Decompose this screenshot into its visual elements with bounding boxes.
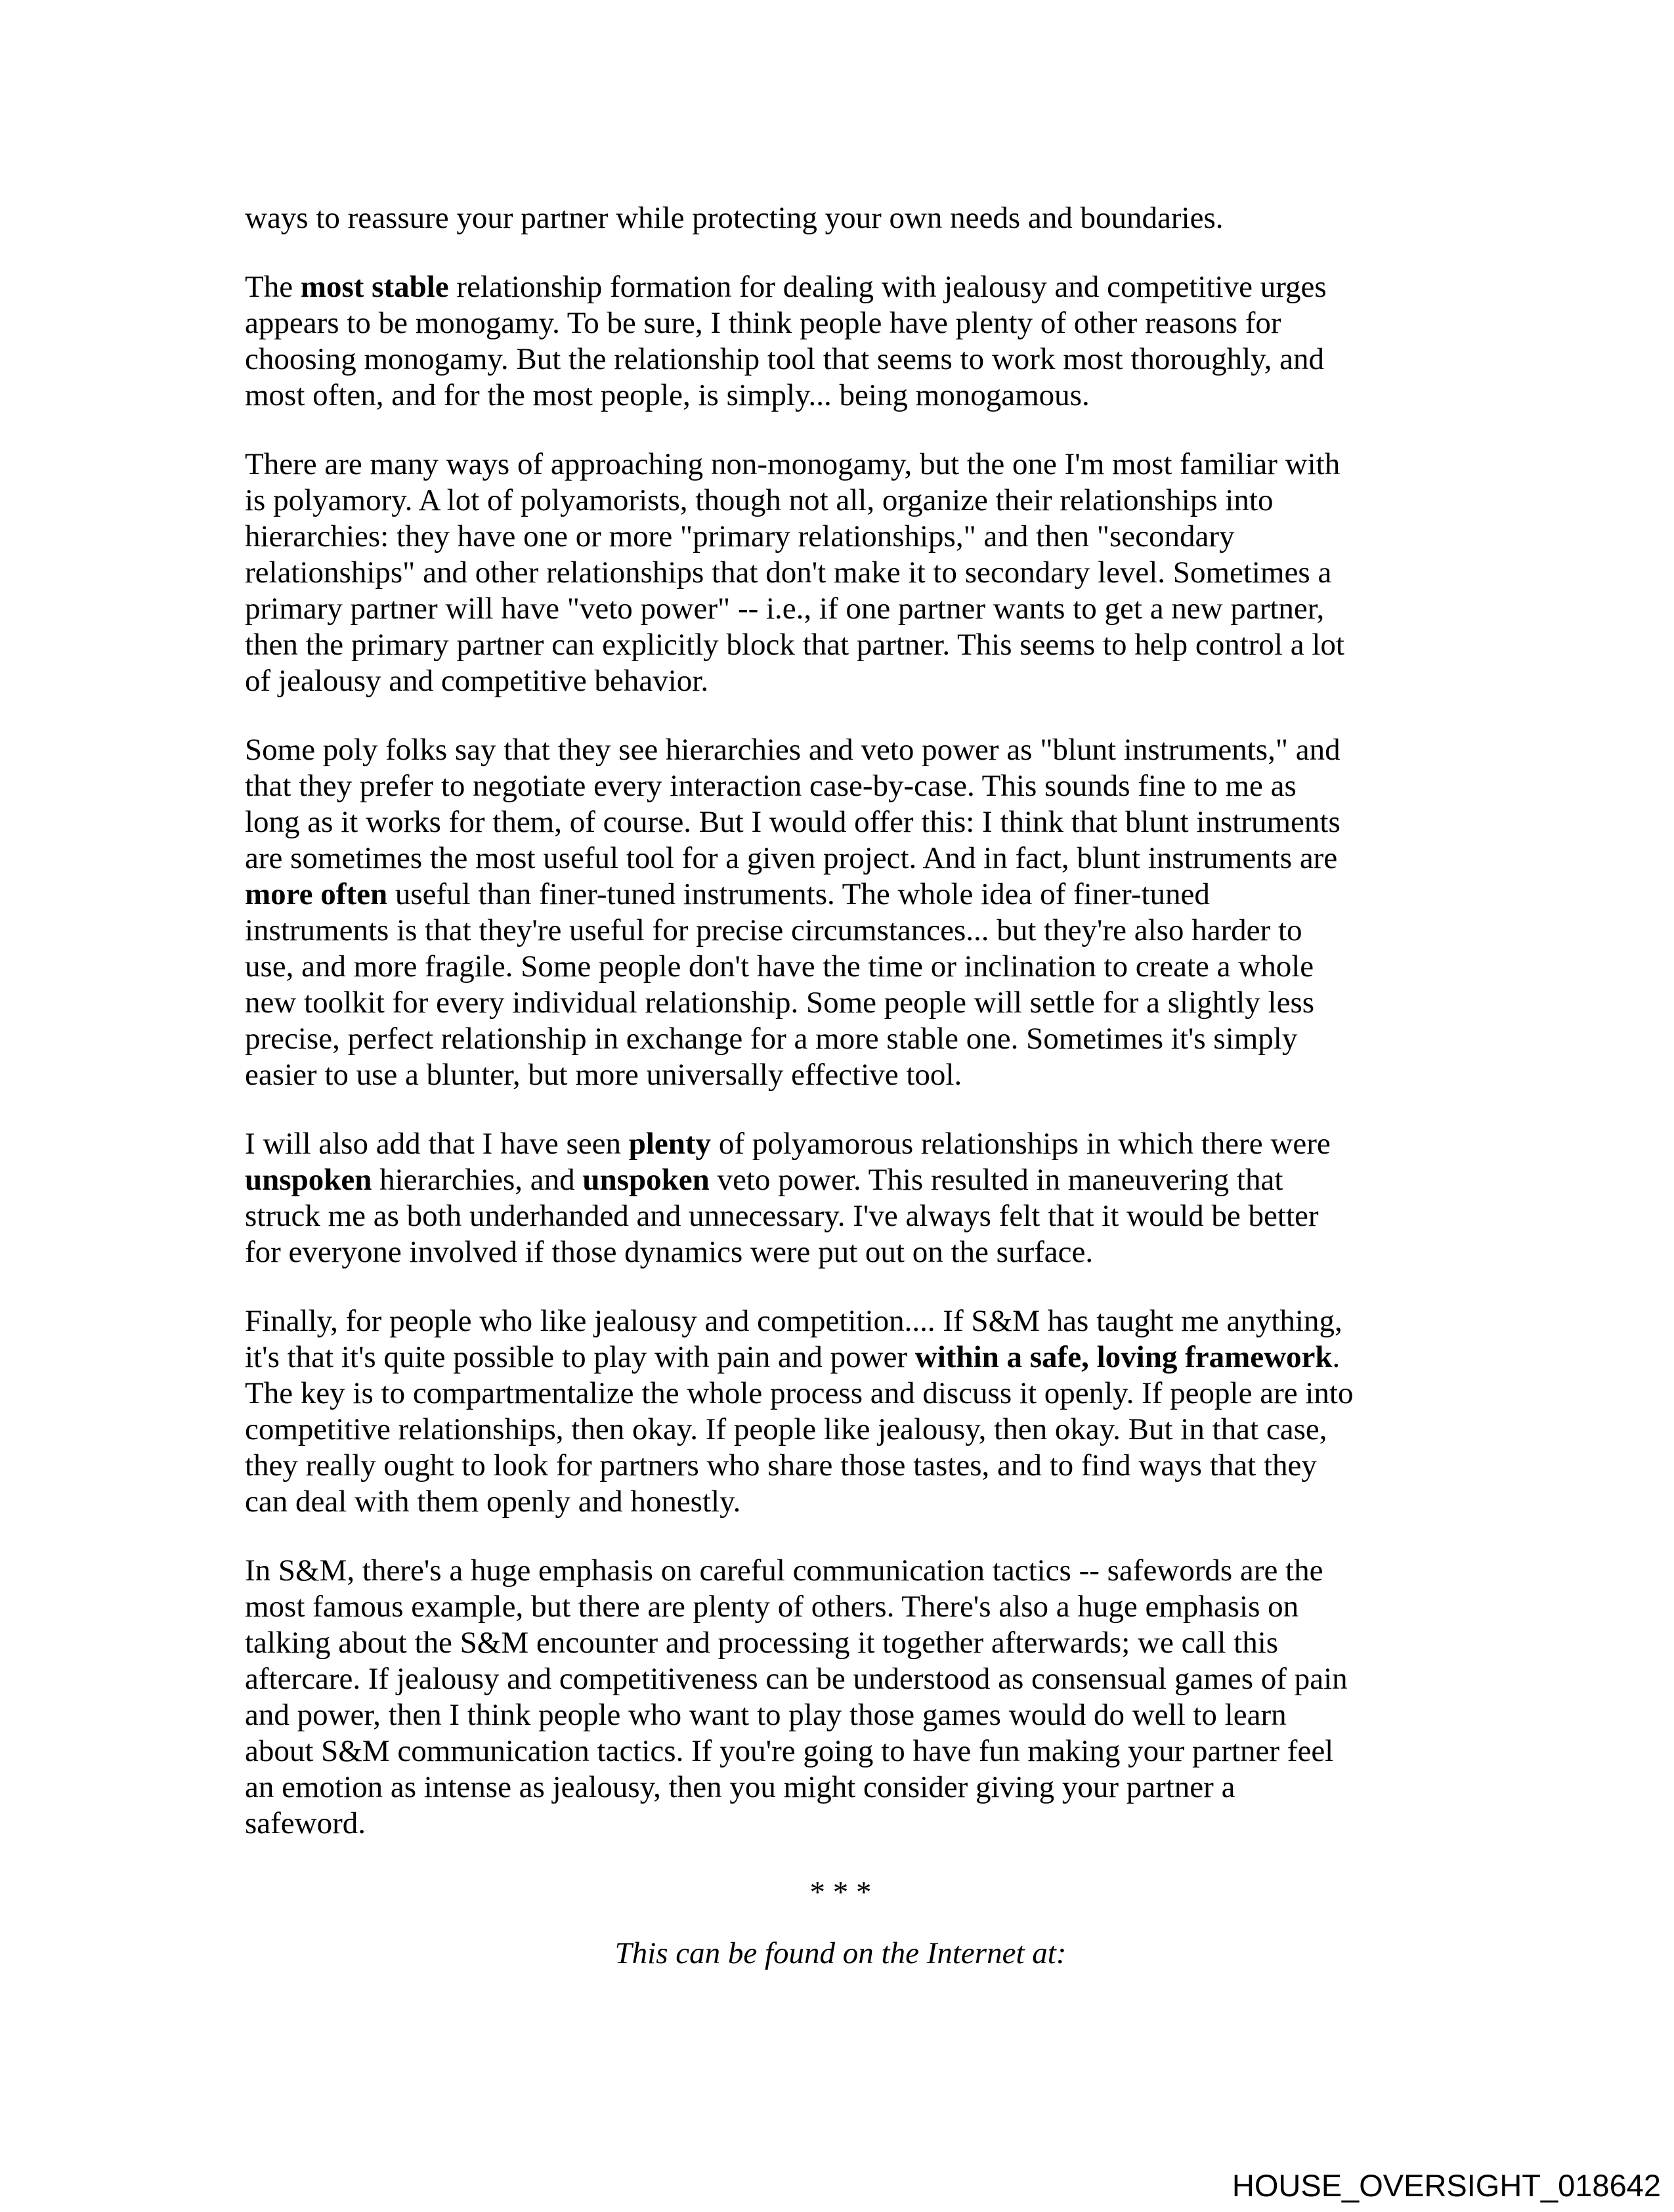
text-line [245,555,1436,591]
text-segment: use, and more fragile. Some people don't have the time or inclination to create a whole [245,949,1314,984]
text-line [245,200,1436,236]
text-line [245,1162,1436,1198]
text-segment: choosing monogamy. But the relationship tool that seems to work most thoroughly, and [245,342,1324,376]
text-segment: . [1332,1340,1341,1374]
text-line [245,1589,1436,1625]
text-line [245,1625,1436,1661]
text-line [245,663,1436,699]
text-segment: safeword. [245,1806,366,1840]
text-segment: are sometimes the most useful tool for a given project. And in fact, blunt instruments are [245,841,1338,875]
text-segment: relationships" and other relationships that don't make it to secondary level. Sometimes a [245,555,1332,590]
text-line [245,1733,1436,1769]
text-segment: then the primary partner can explicitly block that partner. This seems to help control a lot [245,628,1344,662]
text-segment: relationship formation for dealing with jealousy and competitive urges [448,270,1327,304]
text-segment: primary partner will have "veto power" -- i.e., if one partner wants to get a new partner, [245,592,1325,626]
text-segment: can deal with them openly and honestly. [245,1485,741,1519]
text-segment: The [245,270,301,304]
bold-text-segment: more often [245,877,388,911]
text-line [245,1412,1436,1448]
text-segment: of polyamorous relationships in which there were [711,1127,1331,1161]
text-line [245,985,1436,1021]
text-line [245,840,1436,877]
text-line [245,341,1436,378]
text-line [245,949,1436,985]
text-segment: of jealousy and competitive behavior. [245,664,709,698]
paragraph [245,1553,1436,1842]
text-segment: precise, perfect relationship in exchange for a more stable one. Sometimes it's simply [245,1022,1298,1056]
text-segment: new toolkit for every individual relationship. Some people will settle for a slightly less [245,986,1315,1020]
text-segment: The key is to compartmentalize the whole process and discuss it openly. If people are into [245,1376,1354,1410]
text-line [245,1198,1436,1234]
text-segment: appears to be monogamy. To be sure, I think people have plenty of other reasons for [245,306,1281,340]
text-line [245,804,1436,840]
text-line [245,877,1436,913]
bates-number: HOUSE_OVERSIGHT_018642 [1232,2168,1661,2203]
text-segment: instruments is that they're useful for precise circumstances... but they're also harder to [245,913,1302,947]
text-line [245,1697,1436,1733]
document-body [245,200,1436,1972]
text-segment: talking about the S&M encounter and processing it together afterwards; we call this [245,1626,1279,1660]
text-segment: for everyone involved if those dynamics were put out on the surface. [245,1235,1094,1269]
bold-text-segment: plenty [628,1127,712,1161]
text-line [245,1126,1436,1162]
text-line [245,1234,1436,1270]
text-segment: hierarchies: they have one or more "primary relationships," and then "secondary [245,519,1235,553]
bold-text-segment: most stable [300,270,449,304]
internet-source-note: This can be found on the Internet at: [614,1936,1067,1970]
text-segment: ways to reassure your partner while protecting your own needs and boundaries. [245,201,1224,235]
text-line [245,627,1436,663]
text-segment: most often, and for the most people, is simply... being monogamous. [245,378,1090,412]
text-segment: competitive relationships, then okay. If people like jealousy, then okay. But in that case, [245,1412,1327,1446]
paragraph [245,732,1436,1093]
text-segment: veto power. This resulted in maneuvering that [709,1163,1283,1197]
text-line [245,1806,1436,1842]
text-line [245,519,1436,555]
text-segment: is polyamory. A lot of polyamorists, though not all, organize their relationships into [245,483,1274,517]
text-line [245,591,1436,627]
text-line [245,1303,1436,1339]
text-line [245,1021,1436,1057]
text-segment: Some poly folks say that they see hierarchies and veto power as "blunt instruments," and [245,733,1341,767]
text-line [245,1339,1436,1376]
bold-text-segment: within a safe, loving framework [914,1340,1333,1374]
text-line [245,1057,1436,1093]
text-segment: it's that it's quite possible to play with pain and power [245,1340,915,1374]
text-line [245,446,1436,483]
text-segment: hierarchies, and [372,1163,583,1197]
text-line [245,1769,1436,1806]
text-segment: most famous example, but there are plenty of others. There's also a huge emphasis on [245,1590,1299,1624]
text-segment: that they prefer to negotiate every interaction case-by-case. This sounds fine to me as [245,769,1297,803]
text-line [245,378,1436,414]
text-segment: In S&M, there's a huge emphasis on careful communication tactics -- safewords are the [245,1553,1323,1588]
text-segment: useful than finer-tuned instruments. The whole idea of finer-tuned [387,877,1210,911]
text-line [245,768,1436,804]
text-line [245,1376,1436,1412]
text-segment: easier to use a blunter, but more universally effective tool. [245,1058,962,1092]
text-line [245,1553,1436,1589]
text-segment: I will also add that I have seen [245,1127,629,1161]
text-segment: There are many ways of approaching non-monogamy, but the one I'm most familiar with [245,447,1341,481]
text-segment: they really ought to look for partners who share those tastes, and to find ways that they [245,1448,1317,1483]
text-segment: and power, then I think people who want to play those games would do well to learn [245,1698,1287,1732]
text-line [245,483,1436,519]
text-segment: Finally, for people who like jealousy and competition.... If S&M has taught me anything, [245,1304,1342,1338]
text-line [245,1661,1436,1697]
text-line [245,913,1436,949]
text-line [245,269,1436,305]
text-segment: struck me as both underhanded and unnecessary. I've always felt that it would be better [245,1199,1319,1233]
text-segment: aftercare. If jealousy and competitiveness can be understood as consensual games of pain [245,1662,1348,1696]
paragraph [245,1126,1436,1270]
text-segment: an emotion as intense as jealousy, then you might consider giving your partner a [245,1770,1235,1804]
section-separator: * * * [809,1875,872,1909]
paragraph [245,269,1436,414]
text-line [245,1448,1436,1484]
paragraph [245,446,1436,699]
text-line [245,732,1436,768]
bold-text-segment: unspoken [582,1163,710,1197]
paragraph [245,200,1436,236]
text-segment: long as it works for them, of course. But I would offer this: I think that blunt instruments [245,805,1341,839]
paragraph [245,1303,1436,1520]
text-line [245,1484,1436,1520]
bold-text-segment: unspoken [245,1163,372,1197]
text-segment: about S&M communication tactics. If you're going to have fun making your partner feel [245,1734,1334,1768]
text-line [245,305,1436,341]
